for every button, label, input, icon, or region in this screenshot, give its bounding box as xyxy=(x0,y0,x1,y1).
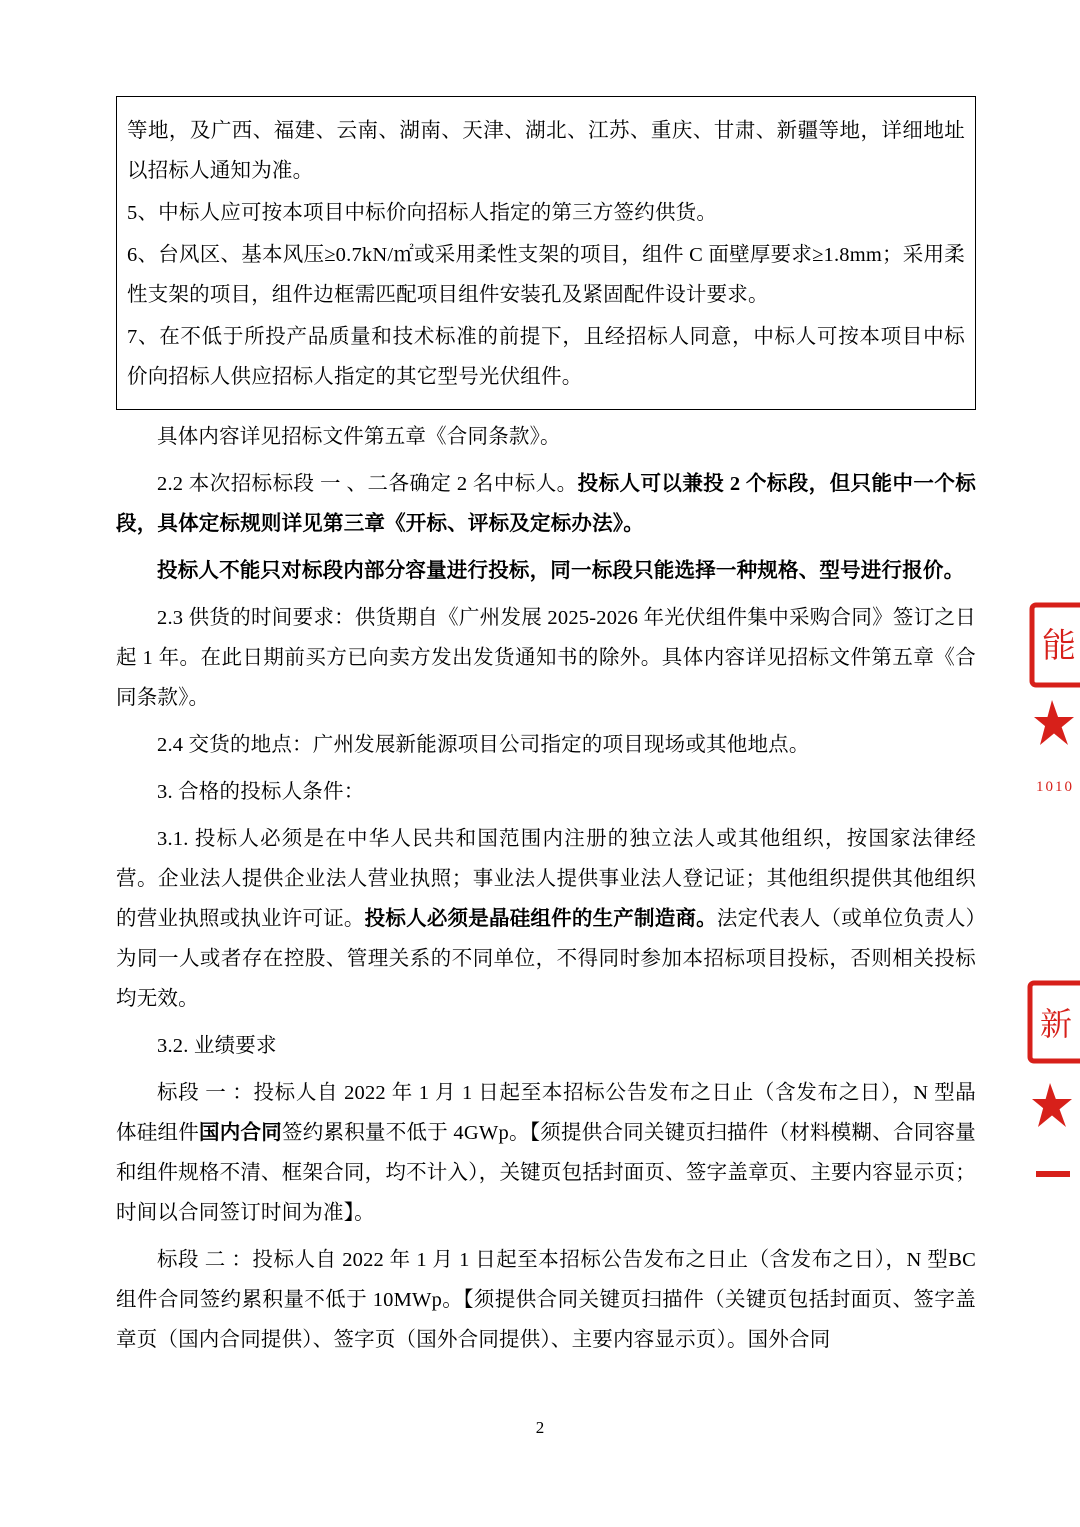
run-text: 3. 合格的投标人条件： xyxy=(157,781,365,803)
paragraph-3-1 xyxy=(116,819,976,1019)
body-paragraphs xyxy=(116,417,976,1360)
run-text: 标段 一 ：投标人自 2022 年 1 月 1 日起至本招标公告发布之日止（含发布之日），N 型晶体硅组件 xyxy=(116,1082,976,1144)
boxed-clause-4: 7、在不低于所投产品质量和技术标准的前提下，且经招标人同意，中标人可按本项目中标价向招标人供应招标人指定的其它型号光伏组件。 xyxy=(127,326,965,388)
run-text-bold: 国内合同 xyxy=(199,1122,283,1144)
run-text: 2.2 本次招标标段 一 、二各确定 2 名中标人。 xyxy=(157,473,578,495)
run-text: 具体内容详见招标文件第五章《合同条款》。 xyxy=(157,426,561,448)
svg-text:1010: 1010 xyxy=(1036,779,1074,795)
run-text: 标段 二 ：投标人自 2022 年 1 月 1 日起至本招标公告发布之日止（含发布之日），N 型BC 组件合同签约累积量不低于 10MWp。【须提供合同关键页扫描件（关键页包括封面页、签字盖章页（国内合同提供）、签字页（国外合同提供）、主要内容显示页）。国外合同 xyxy=(116,1249,976,1351)
red-seal-stamp-icon xyxy=(1024,595,1080,825)
svg-text:能: 能 xyxy=(1042,628,1076,665)
boxed-clause-3: 6、台风区、基本风压≥0.7kN/㎡或采用柔性支架的项目，组件 C 面壁厚要求≥1.8mm；采用柔性支架的项目，组件边框需匹配项目组件安装孔及紧固配件设计要求。 xyxy=(127,244,965,306)
run-text: 3.1. 投标人必须是在中华人民共和国范围内注册的独立法人或其他组织，按国家法律经营。企业法人提供企业法人营业执照；事业法人提供事业法人登记证；其他组织提供其他组织的营业执照或执业许可证。 xyxy=(116,828,976,930)
red-seal-stamp-icon xyxy=(1024,975,1080,1235)
run-text-bold: 投标人必须是晶硅组件的生产制造商。 xyxy=(364,908,717,930)
paragraph-2-3 xyxy=(116,598,976,718)
paragraph-2-4 xyxy=(116,725,976,765)
page-number: 2 xyxy=(535,1418,545,1437)
run-text: 2.4 交货的地点：广州发展新能源项目公司指定的项目现场或其他地点。 xyxy=(157,734,810,756)
run-text-bold: 投标人可以兼投 2 个标段，但只能中一个标段，具体定标规则详见第三章《开标、评标及定标办法》。 xyxy=(116,473,977,535)
paragraph-2-2 xyxy=(116,464,976,544)
boxed-clause-block xyxy=(116,96,976,410)
run-text: 2.3 供货的时间要求：供货期自《广州发展 2025-2026 年光伏组件集中采购合同》签订之日起 1 年。在此日期前买方已向卖方发出发货通知书的除外。具体内容详见招标文件第五章《合同条款》。 xyxy=(116,607,976,709)
svg-text:新: 新 xyxy=(1040,1006,1073,1042)
paragraph-3 xyxy=(116,772,976,812)
paragraph-lot-2 xyxy=(116,1240,976,1360)
paragraph-lot-1 xyxy=(116,1073,976,1233)
run-text: 3.2. 业绩要求 xyxy=(157,1035,277,1057)
run-text: 签约累积量不低于 4GWp。【须提供合同关键页扫描件（材料模糊、合同容量和组件规格不清、框架合同，均不计入），关键页包括封面页、签字盖章页、主要内容显示页；时间以合同签订时间为准】。 xyxy=(116,1122,976,1224)
run-text: 法定代表人（或单位负责人）为同一人或者存在控股、管理关系的不同单位，不得同时参加本招标项目投标，否则相关投标均无效。 xyxy=(116,908,976,1010)
paragraph-3-2 xyxy=(116,1026,976,1066)
paragraph-specific-content xyxy=(116,417,976,457)
page-content xyxy=(116,96,976,1360)
boxed-clause-1: 等地，及广西、福建、云南、湖南、天津、湖北、江苏、重庆、甘肃、新疆等地，详细地址以招标人通知为准。 xyxy=(127,120,965,182)
paragraph-2-2-note xyxy=(116,551,976,591)
run-text-bold: 投标人不能只对标段内部分容量进行投标，同一标段只能选择一种规格、型号进行报价。 xyxy=(157,560,965,582)
boxed-clause-2: 5、中标人应可按本项目中标价向招标人指定的第三方签约供货。 xyxy=(127,202,718,224)
